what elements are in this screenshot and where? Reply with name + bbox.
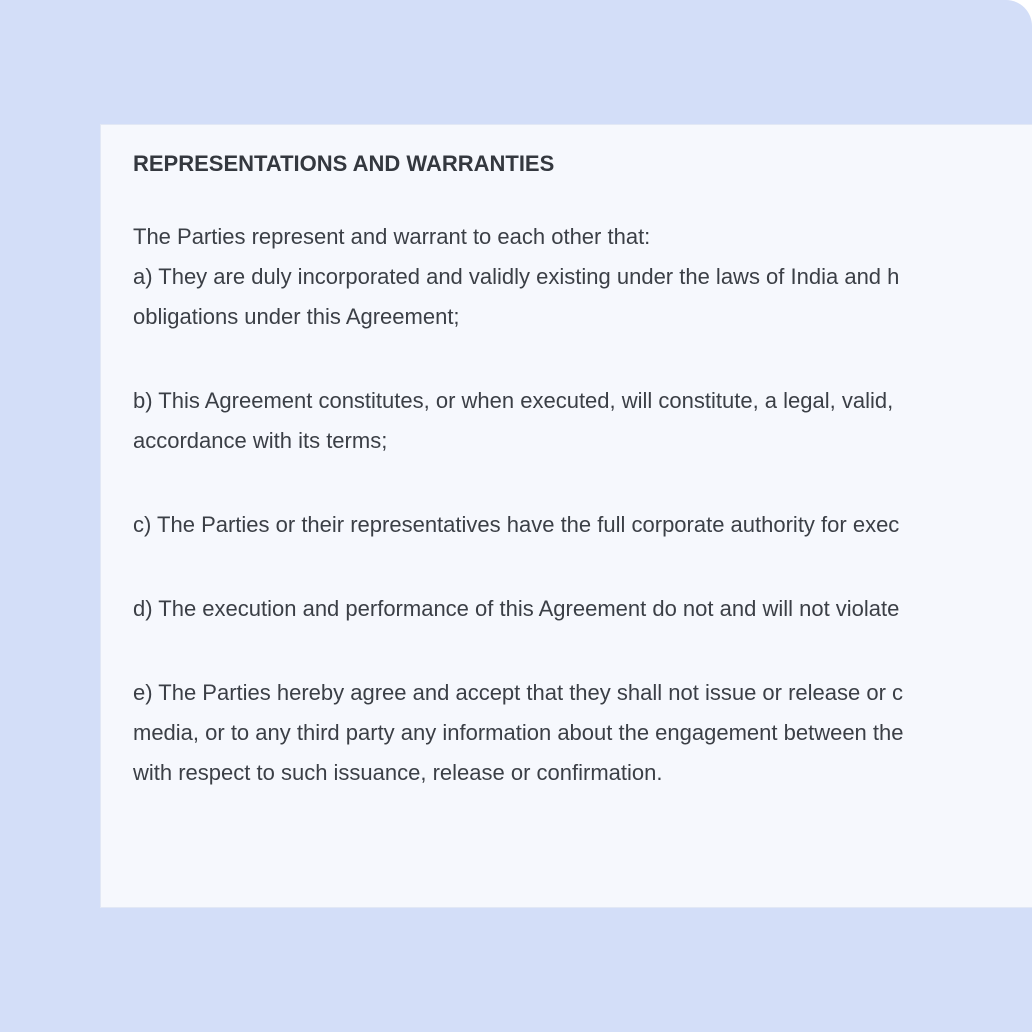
clause-d xyxy=(133,589,1032,629)
clause-a xyxy=(133,257,1032,337)
intro-text: The Parties represent and warrant to each other that: xyxy=(133,224,651,249)
clause-line: media, or to any third party any information about the engagement between the xyxy=(133,720,904,745)
document-content xyxy=(133,149,1032,837)
clause-line: c) The Parties or their representatives have the full corporate authority for exec xyxy=(133,512,900,537)
clause-line: b) This Agreement constitutes, or when executed, will constitute, a legal, valid, xyxy=(133,388,894,413)
clause-line: e) The Parties hereby agree and accept that they shall not issue or release or c xyxy=(133,680,904,705)
clause-b xyxy=(133,381,1032,461)
clause-line: d) The execution and performance of this Agreement do not and will not violate xyxy=(133,596,900,621)
clause-c xyxy=(133,505,1032,545)
clause-line: with respect to such issuance, release or confirmation. xyxy=(133,760,663,785)
clause-line: a) They are duly incorporated and validly existing under the laws of India and h xyxy=(133,264,900,289)
clause-e xyxy=(133,673,1032,793)
section-title: REPRESENTATIONS AND WARRANTIES xyxy=(133,151,555,176)
clause-line: accordance with its terms; xyxy=(133,428,388,453)
clause-line: obligations under this Agreement; xyxy=(133,304,460,329)
document-panel xyxy=(100,124,1032,908)
